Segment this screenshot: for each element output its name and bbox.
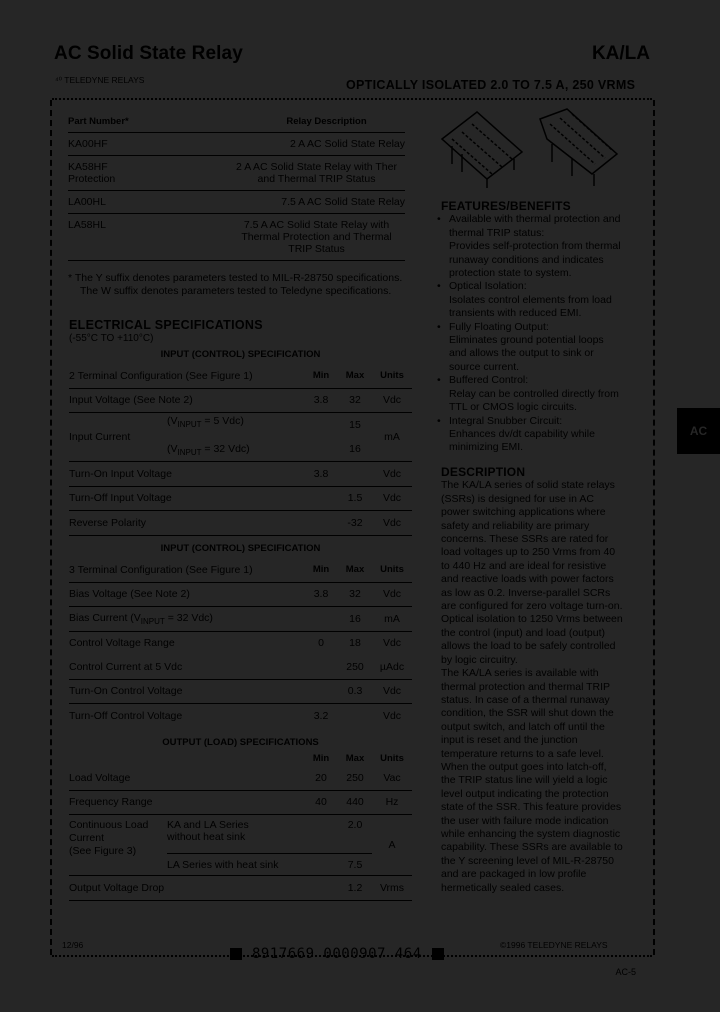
table-row: KA00HF 2 A AC Solid State Relay <box>68 133 405 156</box>
spec-header-row: 2 Terminal Configuration (See Figure 1) Min Max Units <box>69 364 412 389</box>
section-tab-ac[interactable]: AC <box>677 408 720 454</box>
table-row: LA58HL 7.5 A AC Solid State Relay with Thermal Protection and Thermal TRIP Status <box>68 214 405 261</box>
spec-row: Control Voltage Range 0 18 Vdc <box>69 637 402 650</box>
spec-row: Control Current at 5 Vdc 250 µAdc <box>69 655 412 680</box>
features-benefits: FEATURES/BENEFITS • Available with thermal protection and thermal TRIP status: Provides self-protection from thermal runaway conditions and indicates protection state to system. • Optical Isolation: Isolates control elements from load transients with reduced EMI. • Fully Floating Output: Eliminates ground potential loops and allows the output to sink or source current. • Buffered Control: Relay can be controlled directly from TTL or CMOS logic circuits. • Integral Snubber Circuit: Enhances dv/dt capability while minimizing EMI. <box>441 200 623 455</box>
spec-row-input-current: Input Current ($V_{INPUT} = 5$ Vdc) ($V_{INPUT} = 32$ Vdc) 15 16 mA <box>69 413 412 462</box>
footnote: * The Y suffix denotes parameters tested to MIL-R-28750 specifications. The W suffix denotes parameters tested to Teledyne specifications. <box>68 272 403 297</box>
spec-row: Turn-Off Input Voltage 1.5 Vdc <box>69 487 412 512</box>
table-row: LA00HL 7.5 A AC Solid State Relay <box>68 191 405 214</box>
spec-row: Turn-Off Control Voltage 3.2 Vdc <box>69 709 402 722</box>
feature-item: • Optical Isolation: Isolates control elements from load transients with reduced EMI. <box>441 280 623 320</box>
description: DESCRIPTION The KA/LA series of solid state relays (SSRs) is designed for use in AC power switching applications where safety and reliability are primary concerns. These SSRs are rated for load voltages up to 250 Vrms from 40 to 440 Hz and are ideal for resistive and reactive loads with power factors as low as 0.2. Inverse-parallel SCRs are configured for zero voltage turn-on. Optical isolation to 1250 Vrms between the control (input) and load (output) allows the load to be safely controlled by logic circuitry. The KA/LA series is available with thermal protection and thermal TRIP status. In case of a thermal runaway condition, the SSR will shut down the output switch, and latch off until the input is reset and the junction temperature returns to a safe level. When the output goes into latch-off, the TRIP status line will yield a logic level output indicating the protection state of the SSR. This feature provides the user with failure mode indication while enhancing the system diagnostic capability. These SSRs are available to the Y screening level of MIL-R-28750 and are packaged in low profile hermetically sealed cases. <box>441 465 623 894</box>
top-rule <box>52 98 652 100</box>
product-code: KA/LA <box>591 43 650 64</box>
output-spec: OUTPUT (LOAD) SPECIFICATIONS Min Max Units Load Voltage 20 250 Vac Frequency Range 40 440 Hz Continuous Load Current (See Figure 3) KA and LA Series without heat sink 2.0 LA Series with heat sink 7.5 A Output Voltage Drop 1.2 Vrms <box>69 736 412 901</box>
copyright: ©1996 TELEDYNE RELAYS <box>500 940 608 950</box>
feature-item: • Fully Floating Output: Eliminates ground potential loops and allows the output to sink or source current. <box>441 321 623 375</box>
page-number: AC-5 <box>615 967 636 977</box>
electrical-specs-title: ELECTRICAL SPECIFICATIONS <box>69 318 263 332</box>
feature-item: • Integral Snubber Circuit: Enhances dv/dt capability while minimizing EMI. <box>441 415 623 455</box>
feature-item: • Buffered Control: Relay can be controlled directly from TTL or CMOS logic circuits. <box>441 374 623 414</box>
barcode-marker-icon <box>230 948 242 960</box>
spec-row: Load Voltage 20 250 Vac <box>69 766 412 791</box>
barcode-marker-icon <box>432 948 444 960</box>
tagline: OPTICALLY ISOLATED 2.0 TO 7.5 A, 250 VRMS <box>346 78 636 92</box>
teledyne-logo-icon: ⁴⁰ <box>55 75 65 85</box>
revision-date: 12/96 <box>62 940 84 950</box>
left-frame-rule <box>50 100 52 955</box>
spec-header-row: 3 Terminal Configuration (See Figure 1) Min Max Units <box>69 558 412 583</box>
spec-row: Turn-On Control Voltage 0.3 Vdc <box>69 680 412 705</box>
bottom-rule <box>52 955 652 957</box>
spec-row: Input Voltage (See Note 2) 3.8 32 Vdc <box>69 389 412 414</box>
part-number-table <box>68 110 405 261</box>
input-spec-2-terminal: INPUT (CONTROL) SPECIFICATION 2 Terminal Configuration (See Figure 1) Min Max Units Input Voltage (See Note 2) 3.8 32 Vdc Input Current ($V_{INPUT} = 5$ Vdc) ($V_{INPUT} = 32$ Vdc) 15 16 mA Turn-On Input Voltage 3.8 Vdc Turn-Off Input Voltage 1.5 Vdc Reverse Polarity -32 Vdc <box>69 346 412 536</box>
temperature-range: (-55°C TO +110°C) <box>69 333 154 344</box>
table-header: Part Number* Relay Description <box>68 110 405 133</box>
feature-item: • Available with thermal protection and thermal TRIP status: Provides self-protection from thermal runaway conditions and indicates protection state to system. <box>441 213 623 280</box>
spec-header-row: Min Max Units <box>312 752 404 764</box>
relay-package-image <box>432 104 632 190</box>
spec-row: Bias Voltage (See Note 2) 3.8 32 Vdc <box>69 583 412 608</box>
spec-row: Turn-On Input Voltage 3.8 Vdc <box>69 462 412 487</box>
spec-row-continuous-current: Continuous Load Current (See Figure 3) KA and LA Series without heat sink 2.0 LA Series with heat sink 7.5 A <box>69 815 412 876</box>
brand-label: ⁴⁰ TELEDYNE RELAYS <box>55 75 145 85</box>
spec-row: Bias Current ($V_{INPUT} = 32$ Vdc) 16 mA <box>69 607 412 632</box>
spec-row: Reverse Polarity -32 Vdc <box>69 511 412 536</box>
spec-row: Output Voltage Drop 1.2 Vrms <box>69 876 412 901</box>
page-title: AC Solid State Relay <box>54 43 243 64</box>
barcode: 8917669 0000907 464 <box>230 946 444 962</box>
right-frame-rule <box>653 100 655 955</box>
table-row: KA58HF Protection 2 A AC Solid State Relay with Ther and Thermal TRIP Status <box>68 156 405 191</box>
spec-row: Frequency Range 40 440 Hz <box>69 791 412 816</box>
input-spec-3-terminal: INPUT (CONTROL) SPECIFICATION 3 Terminal Configuration (See Figure 1) Min Max Units Bias Voltage (See Note 2) 3.8 32 Vdc Bias Current ($V_{INPUT} = 32$ Vdc) 16 mA Control Voltage Range 0 18 Vdc Control Current at 5 Vdc 250 µAdc Turn-On Control Voltage 0.3 Vdc Turn-Off Control Voltage 3.2 Vdc <box>69 540 412 728</box>
